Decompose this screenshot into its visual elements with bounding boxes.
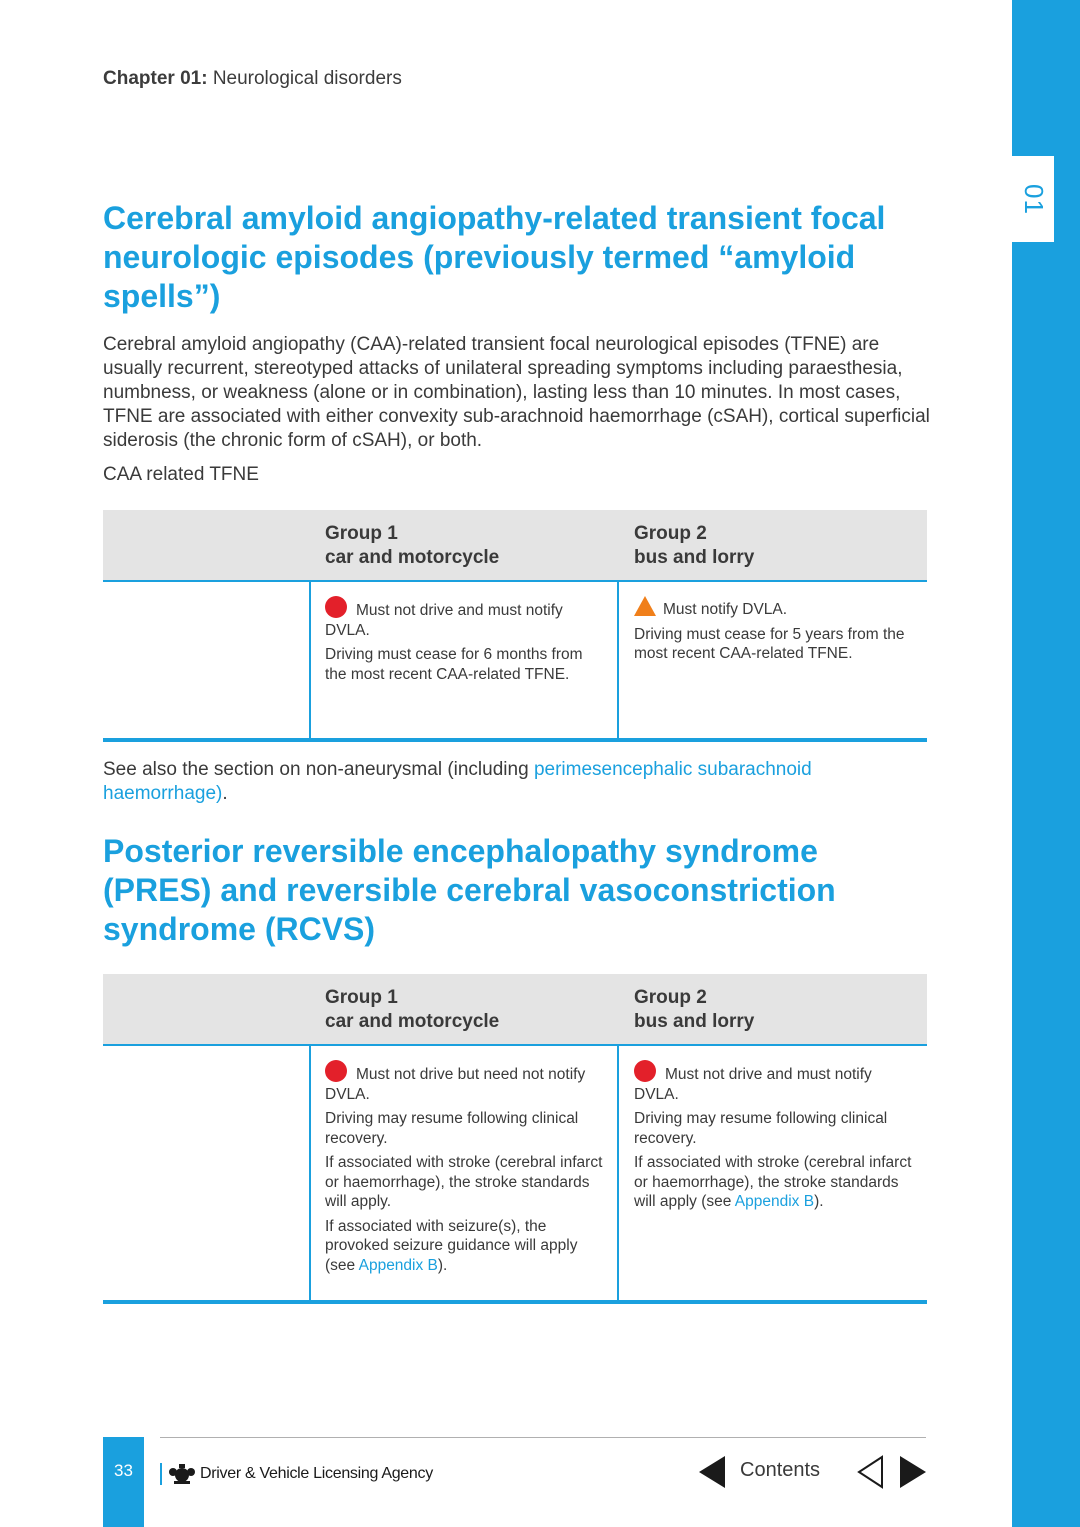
- group2-lead: Must not drive and must notify DVLA.: [634, 1066, 872, 1103]
- section-heading-caa: Cerebral amyloid angiopathy-related transient focal neurologic episodes (previously termed “amyloid spells”): [103, 200, 886, 314]
- chapter-tab[interactable]: [1012, 156, 1054, 242]
- orange-triangle-icon: [634, 596, 656, 616]
- group1-title: Group 1: [325, 987, 398, 1008]
- group1-title: Group 1: [325, 523, 398, 544]
- column-divider: [309, 582, 311, 739]
- group2-stroke-text: If associated with stroke (cerebral infarct or haemorrhage), the stroke standards will apply (see: [634, 1154, 912, 1210]
- group2-recovery: Driving may resume following clinical recovery.: [634, 1110, 888, 1147]
- chapter-tab-number: 01: [1018, 183, 1049, 215]
- group1-recovery: Driving may resume following clinical recovery.: [325, 1110, 579, 1147]
- see-also-paragraph: [103, 758, 933, 806]
- agency-logo: [160, 1461, 433, 1487]
- table-bottom-rule: [103, 1300, 927, 1304]
- table-header: [103, 510, 927, 582]
- column-divider: [617, 1046, 619, 1301]
- group1-seizure-suffix: ).: [437, 1256, 448, 1274]
- column-divider: [309, 1046, 311, 1301]
- group1-seizure: [325, 1217, 605, 1276]
- caa-table-caption: CAA related TFNE: [103, 464, 259, 485]
- footer-rule: [160, 1437, 926, 1438]
- group2-cell: [634, 596, 914, 669]
- contents-link[interactable]: Contents: [740, 1459, 821, 1481]
- group1-subtitle: car and motorcycle: [325, 547, 500, 568]
- table-header: [103, 974, 927, 1046]
- royal-crest-icon: [168, 1462, 196, 1486]
- back-arrow-icon[interactable]: [855, 1452, 885, 1492]
- group1-lead: Must not drive and must notify DVLA.: [325, 602, 563, 639]
- section-heading-pres: Posterior reversible encephalopathy syndrome (PRES) and reversible cerebral vasoconstriction syndrome (RCVS): [103, 833, 836, 947]
- caa-standards-table: [103, 510, 927, 742]
- perimesencephalic-link[interactable]: perimesencephalic subarachnoid haemorrhage): [103, 759, 812, 804]
- running-header: [103, 68, 402, 90]
- red-circle-icon: [325, 1060, 347, 1082]
- group1-detail: Driving must cease for 6 months from the most recent CAA-related TFNE.: [325, 646, 583, 683]
- group2-header: [634, 986, 754, 1034]
- group1-cell: [325, 596, 605, 689]
- group1-seizure-text: If associated with seizure(s), the provoked seizure guidance will apply (see: [325, 1217, 578, 1274]
- table-bottom-rule: [103, 738, 927, 742]
- group1-header: [325, 522, 499, 570]
- see-also-text: See also the section on non-aneurysmal (including: [103, 759, 534, 780]
- caa-intro-paragraph: Cerebral amyloid angiopathy (CAA)-related transient focal neurological episodes (TFNE) are usually recurrent, stereotyped attacks of unilateral spreading symptoms including paraesthesia, numbness, or weakness (alone or in combination), lasting less than 10 minutes. In most cases, TFNE are associated with either convexity sub-arachnoid haemorrhage (cSAH), cortical superficial siderosis (the chronic form of cSAH), or both.: [103, 334, 930, 451]
- page-number: 33: [114, 1461, 133, 1480]
- group2-lead: Must notify DVLA.: [663, 601, 788, 618]
- group1-stroke: If associated with stroke (cerebral infarct or haemorrhage), the stroke standards will apply.: [325, 1154, 603, 1210]
- prev-arrow-icon[interactable]: [697, 1452, 727, 1492]
- group2-detail: Driving must cease for 5 years from the most recent CAA-related TFNE.: [634, 625, 905, 662]
- group2-title: Group 2: [634, 987, 707, 1008]
- group2-subtitle: bus and lorry: [634, 1011, 755, 1032]
- appendix-b-link[interactable]: Appendix B: [734, 1193, 815, 1210]
- agency-name: Driver & Vehicle Licensing Agency: [200, 1465, 433, 1482]
- group2-header: [634, 522, 754, 570]
- group2-stroke: [634, 1153, 914, 1212]
- red-circle-icon: [634, 1060, 656, 1082]
- group2-title: Group 2: [634, 523, 707, 544]
- next-arrow-icon[interactable]: [898, 1452, 928, 1492]
- red-circle-icon: [325, 596, 347, 618]
- column-divider: [617, 582, 619, 739]
- group1-lead: Must not drive but need not notify DVLA.: [325, 1066, 586, 1103]
- page-number-box: [103, 1437, 144, 1527]
- chapter-label: Chapter 01:: [103, 68, 208, 89]
- group2-subtitle: bus and lorry: [634, 547, 755, 568]
- pres-standards-table: [103, 974, 927, 1304]
- appendix-b-link[interactable]: Appendix B: [358, 1256, 438, 1274]
- group1-header: [325, 986, 499, 1034]
- see-also-suffix: .: [222, 783, 228, 804]
- group2-stroke-suffix: ).: [814, 1193, 824, 1210]
- chapter-title: Neurological disorders: [212, 68, 402, 89]
- group1-cell: [325, 1060, 605, 1280]
- group1-subtitle: car and motorcycle: [325, 1011, 500, 1032]
- group2-cell: [634, 1060, 914, 1217]
- logo-bar: [160, 1463, 162, 1485]
